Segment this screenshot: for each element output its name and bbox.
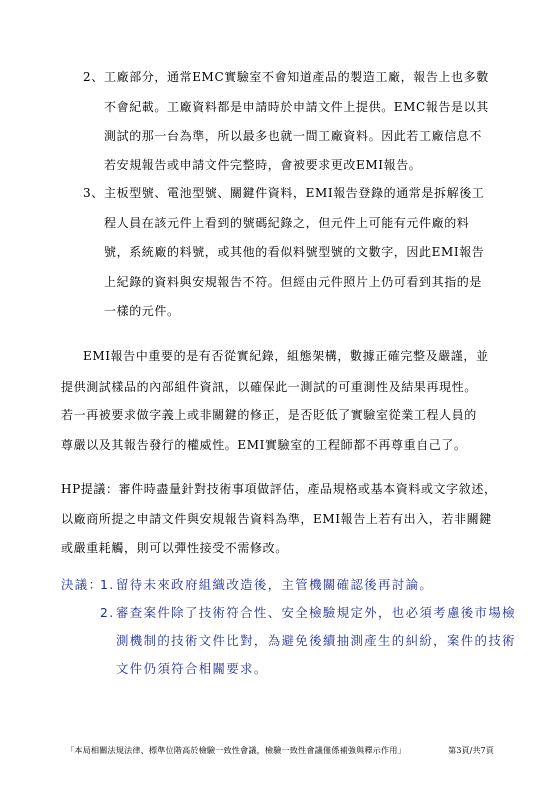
resolution-label: 決議： xyxy=(61,577,103,592)
footer-note: 「本局相關法規法律、標準位階高於檢驗一致性會議，檢驗一致性會議僅係補強與釋示作用」 xyxy=(66,745,406,755)
hp-proposal-line: 或嚴重耗觸，則可以彈性接受不需修改。 xyxy=(61,541,288,555)
paragraph-line: EMI報告中重要的是有否從實紀錄，組態架構，數據正確完整及嚴謹，並 xyxy=(83,349,489,363)
paragraph-line: 提供測試樣品的內部組件資訊，以確保此一測試的可重測性及結果再現性。 xyxy=(61,380,477,394)
item-line: 程人員在該元件上看到的號碼紀錄之，但元件上可能有元件廠的料 xyxy=(104,216,470,230)
item-line: 主板型號、電池型號、關鍵件資料，EMI報告登錄的通常是拆解後工 xyxy=(104,186,485,200)
item-line: 不會紀載。工廠資料都是申請時於申請文件上提供。EMC報告是以其 xyxy=(104,100,489,114)
resolution-line: 留待未來政府組織改造後，主管機關確認後再討論。 xyxy=(116,577,434,592)
item-line: 測試的那一台為準，所以最多也就一間工廠資料。因此若工廠信息不 xyxy=(104,129,483,143)
resolution-line: 測機制的技術文件比對，為避免後續抽測產生的糾紛，案件的技術 xyxy=(116,633,516,648)
resolution-number: 1. xyxy=(100,577,115,592)
page-number: 第3頁/共7頁 xyxy=(448,745,494,755)
item-number: 2、 xyxy=(83,70,104,84)
paragraph-line: 若一再被要求做字義上或非關鍵的修正，是否貶低了實驗室從業工程人員的 xyxy=(61,408,477,422)
resolution-line: 審查案件除了技術符合性、安全檢驗規定外，也必須考慮後市場檢 xyxy=(116,605,516,620)
hp-proposal-line: 以廠商所提之申請文件與安規報告資料為準，EMI報告上若有出入，若非關鍵 xyxy=(61,512,492,526)
resolution-number: 2. xyxy=(100,605,115,620)
paragraph-line: 尊嚴以及其報告發行的權威性。EMI實驗室的工程師都不再尊重自己了。 xyxy=(61,438,467,452)
hp-proposal-line: HP提議：審件時盡量針對技術事項做評估，產品規格或基本資料或文字敘述， xyxy=(61,482,497,496)
resolution-line: 文件仍須符合相關要求。 xyxy=(116,661,268,676)
item-line: 號，系統廠的料號，或其他的看似料號型號的文數字，因此EMI報告 xyxy=(104,245,485,259)
item-line: 若安規報告或申請文件完整時，會被要求更改EMI報告。 xyxy=(104,158,422,172)
item-line: 工廠部分，通常EMC實驗室不會知道產品的製造工廠，報告上也多數 xyxy=(104,70,489,84)
item-line: 一樣的元件。 xyxy=(104,304,180,318)
item-number: 3、 xyxy=(83,186,104,200)
item-line: 上紀錄的資料與安規報告不符。但經由元件照片上仍可看到其指的是 xyxy=(104,275,483,289)
